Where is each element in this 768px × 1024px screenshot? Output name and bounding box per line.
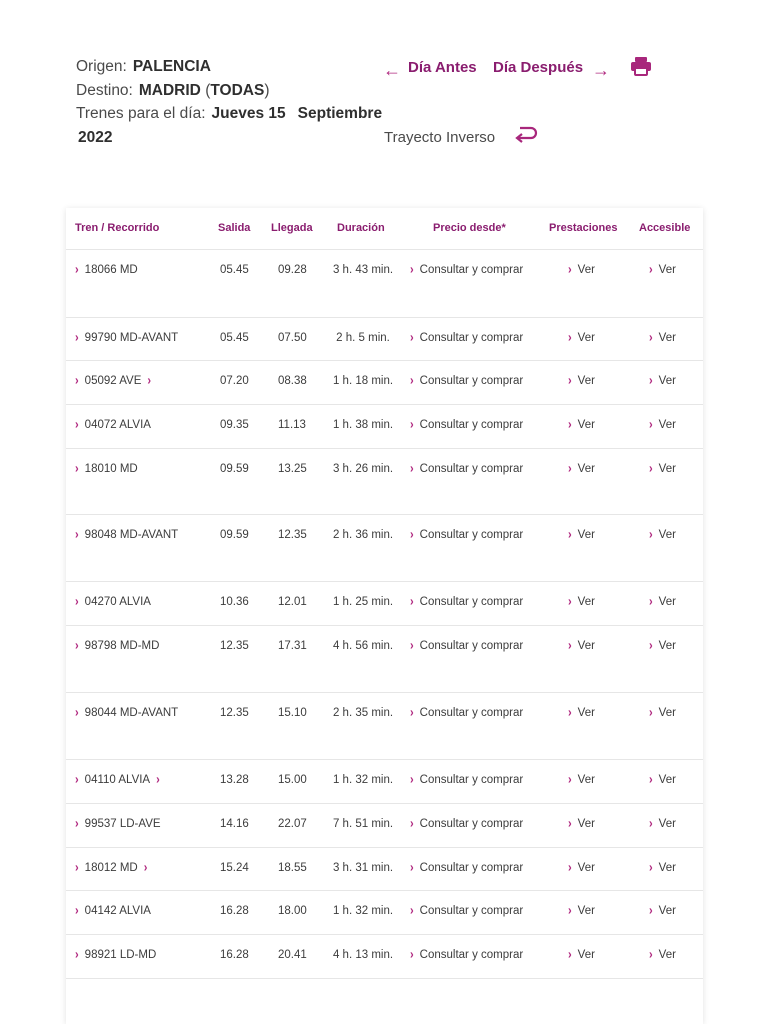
arrival-time: 12.35 <box>278 529 307 541</box>
origin-line <box>76 58 211 76</box>
destination-line <box>76 82 270 100</box>
train-id[interactable]: 18012 MD <box>84 862 138 874</box>
col-accesible: Accesible <box>639 222 691 234</box>
arrow-left-icon[interactable]: ← <box>383 60 401 80</box>
consult-buy-link[interactable]: Consultar y comprar <box>419 419 524 431</box>
destination-value: MADRID <box>138 82 201 99</box>
return-arrow-icon[interactable] <box>514 124 538 144</box>
chevron-right-icon: › <box>410 772 414 788</box>
duration: 3 h. 43 min. <box>332 264 394 276</box>
destination-paren-close: ) <box>264 82 270 99</box>
chevron-right-icon: › <box>75 330 79 346</box>
travel-date-month: Septiembre <box>297 105 383 122</box>
train-id[interactable]: 04110 ALVIA <box>84 774 151 786</box>
train-cell[interactable] <box>75 862 147 874</box>
train-id[interactable]: 98048 MD-AVANT <box>84 529 179 541</box>
chevron-right-icon: › <box>568 527 572 543</box>
departure-time: 16.28 <box>220 905 249 917</box>
services-ver[interactable]: Ver <box>577 707 595 719</box>
accessible-ver[interactable]: Ver <box>658 949 676 961</box>
services-link[interactable] <box>568 774 595 786</box>
train-cell[interactable] <box>75 774 160 786</box>
accessible-ver[interactable]: Ver <box>658 905 676 917</box>
chevron-right-icon: › <box>649 705 653 721</box>
accessible-link[interactable] <box>649 640 676 652</box>
chevron-right-icon: › <box>568 638 572 654</box>
price-link[interactable] <box>410 949 523 961</box>
chevron-right-icon: › <box>75 594 79 610</box>
departure-time: 15.24 <box>220 862 249 874</box>
col-llegada[interactable]: Llegada <box>271 222 313 234</box>
price-link[interactable] <box>410 332 523 344</box>
travel-date-year: 2022 <box>78 129 113 146</box>
chevron-right-icon: › <box>410 262 414 278</box>
expand-chevron-icon[interactable]: › <box>156 772 160 788</box>
services-ver[interactable]: Ver <box>577 529 595 541</box>
chevron-right-icon: › <box>568 262 572 278</box>
duration: 2 h. 5 min. <box>336 332 390 344</box>
accessible-ver[interactable]: Ver <box>658 596 676 608</box>
consult-buy-link[interactable]: Consultar y comprar <box>419 818 524 830</box>
departure-time: 14.16 <box>220 818 249 830</box>
train-id[interactable]: 18010 MD <box>84 463 138 475</box>
reverse-route-link[interactable]: Trayecto Inverso <box>384 129 496 146</box>
travel-date-line <box>76 105 382 123</box>
consult-buy-link[interactable]: Consultar y comprar <box>419 774 524 786</box>
services-link[interactable] <box>568 818 595 830</box>
price-link[interactable] <box>410 905 523 917</box>
train-cell[interactable] <box>75 529 178 541</box>
consult-buy-link[interactable]: Consultar y comprar <box>419 529 524 541</box>
chevron-right-icon: › <box>649 772 653 788</box>
price-link[interactable] <box>410 264 523 276</box>
search-header <box>0 0 768 170</box>
duration: 2 h. 35 min. <box>332 707 394 719</box>
accessible-link[interactable] <box>649 332 676 344</box>
chevron-right-icon: › <box>410 594 414 610</box>
chevron-right-icon: › <box>75 417 79 433</box>
duration: 1 h. 32 min. <box>332 905 394 917</box>
consult-buy-link[interactable]: Consultar y comprar <box>419 596 524 608</box>
table-row <box>66 582 703 626</box>
chevron-right-icon: › <box>568 816 572 832</box>
chevron-right-icon: › <box>649 461 653 477</box>
chevron-right-icon: › <box>410 903 414 919</box>
chevron-right-icon: › <box>568 947 572 963</box>
price-link[interactable] <box>410 463 523 475</box>
chevron-right-icon: › <box>649 262 653 278</box>
price-link[interactable] <box>410 818 523 830</box>
chevron-right-icon: › <box>75 860 79 876</box>
consult-buy-link[interactable]: Consultar y comprar <box>419 949 524 961</box>
consult-buy-link[interactable]: Consultar y comprar <box>419 707 524 719</box>
chevron-right-icon: › <box>568 594 572 610</box>
accessible-link[interactable] <box>649 264 676 276</box>
chevron-right-icon: › <box>649 816 653 832</box>
services-link[interactable] <box>568 264 595 276</box>
services-ver[interactable]: Ver <box>577 264 595 276</box>
accessible-link[interactable] <box>649 596 676 608</box>
chevron-right-icon: › <box>75 638 79 654</box>
arrival-time: 15.10 <box>278 707 307 719</box>
accessible-ver[interactable]: Ver <box>658 862 676 874</box>
arrival-time: 18.00 <box>278 905 307 917</box>
accessible-link[interactable] <box>649 949 676 961</box>
train-results-table <box>66 208 703 1024</box>
chevron-right-icon: › <box>568 330 572 346</box>
accessible-ver[interactable]: Ver <box>658 640 676 652</box>
chevron-right-icon: › <box>410 461 414 477</box>
table-row <box>66 318 703 361</box>
chevron-right-icon: › <box>649 330 653 346</box>
services-link[interactable] <box>568 332 595 344</box>
train-cell[interactable] <box>75 419 151 431</box>
travel-date-year-line <box>78 129 112 147</box>
destination-label: Destino: <box>76 82 133 99</box>
duration: 3 h. 31 min. <box>332 862 394 874</box>
services-ver[interactable]: Ver <box>577 419 595 431</box>
expand-chevron-icon[interactable]: › <box>147 373 152 389</box>
services-link[interactable] <box>568 862 595 874</box>
chevron-right-icon: › <box>649 417 653 433</box>
chevron-right-icon: › <box>75 461 79 477</box>
train-cell[interactable] <box>75 264 138 276</box>
services-ver[interactable]: Ver <box>577 640 595 652</box>
departure-time: 05.45 <box>220 332 249 344</box>
chevron-right-icon: › <box>410 638 414 654</box>
table-row <box>66 848 703 891</box>
duration: 1 h. 25 min. <box>332 596 394 608</box>
table-row <box>66 250 703 318</box>
chevron-right-icon: › <box>75 527 79 543</box>
chevron-right-icon: › <box>649 594 653 610</box>
chevron-right-icon: › <box>568 417 572 433</box>
printer-icon[interactable] <box>630 56 652 76</box>
consult-buy-link[interactable]: Consultar y comprar <box>419 463 524 475</box>
table-row <box>66 804 703 848</box>
train-id[interactable]: 98921 LD-MD <box>84 949 157 961</box>
price-link[interactable] <box>410 596 523 608</box>
train-id[interactable]: 98044 MD-AVANT <box>84 707 179 719</box>
consult-buy-link[interactable]: Consultar y comprar <box>419 640 524 652</box>
chevron-right-icon: › <box>649 373 653 389</box>
departure-time: 07.20 <box>220 375 249 387</box>
services-link[interactable] <box>568 905 595 917</box>
accessible-link[interactable] <box>649 818 676 830</box>
departure-time: 12.35 <box>220 707 249 719</box>
travel-date-day: Jueves 15 <box>211 105 286 122</box>
accessible-link[interactable] <box>649 419 676 431</box>
accessible-link[interactable] <box>649 529 676 541</box>
chevron-right-icon: › <box>649 638 653 654</box>
accessible-link[interactable] <box>649 463 676 475</box>
travel-date-label: Trenes para el día: <box>76 105 206 122</box>
chevron-right-icon: › <box>410 816 414 832</box>
chevron-right-icon: › <box>649 903 653 919</box>
arrival-time: 08.38 <box>278 375 307 387</box>
train-cell[interactable] <box>75 375 151 387</box>
consult-buy-link[interactable]: Consultar y comprar <box>419 862 524 874</box>
price-link[interactable] <box>410 640 523 652</box>
arrival-time: 09.28 <box>278 264 307 276</box>
consult-buy-link[interactable]: Consultar y comprar <box>419 264 524 276</box>
train-id[interactable]: 04270 ALVIA <box>84 596 151 608</box>
table-row <box>66 891 703 935</box>
table-row <box>66 405 703 449</box>
chevron-right-icon: › <box>75 903 79 919</box>
accessible-link[interactable] <box>649 905 676 917</box>
train-cell[interactable] <box>75 818 161 830</box>
chevron-right-icon: › <box>410 527 414 543</box>
chevron-right-icon: › <box>568 705 572 721</box>
chevron-right-icon: › <box>410 417 414 433</box>
departure-time: 09.59 <box>220 463 249 475</box>
duration: 3 h. 26 min. <box>332 463 394 475</box>
chevron-right-icon: › <box>410 705 414 721</box>
services-link[interactable] <box>568 640 595 652</box>
train-id[interactable]: 04142 ALVIA <box>84 905 151 917</box>
chevron-right-icon: › <box>75 262 79 278</box>
services-ver[interactable]: Ver <box>577 463 595 475</box>
price-link[interactable] <box>410 862 523 874</box>
chevron-right-icon: › <box>568 373 572 389</box>
table-row <box>66 693 703 760</box>
accessible-ver[interactable]: Ver <box>658 774 676 786</box>
origin-value: PALENCIA <box>132 58 211 75</box>
chevron-right-icon: › <box>568 903 572 919</box>
chevron-right-icon: › <box>410 860 414 876</box>
chevron-right-icon: › <box>649 527 653 543</box>
services-link[interactable] <box>568 419 595 431</box>
train-cell[interactable] <box>75 596 151 608</box>
duration: 2 h. 36 min. <box>332 529 394 541</box>
next-day-link[interactable]: Día Después <box>493 59 584 76</box>
table-row <box>66 626 703 693</box>
arrival-time: 07.50 <box>278 332 307 344</box>
consult-buy-link[interactable]: Consultar y comprar <box>419 905 524 917</box>
train-id[interactable]: 18066 MD <box>84 264 138 276</box>
services-ver[interactable]: Ver <box>577 862 595 874</box>
train-id[interactable]: 98798 MD-MD <box>84 640 160 652</box>
train-id[interactable]: 99790 MD-AVANT <box>84 332 179 344</box>
services-link[interactable] <box>568 375 595 387</box>
services-ver[interactable]: Ver <box>577 818 595 830</box>
chevron-right-icon: › <box>568 461 572 477</box>
chevron-right-icon: › <box>410 373 414 389</box>
chevron-right-icon: › <box>75 772 79 788</box>
price-link[interactable] <box>410 419 523 431</box>
services-ver[interactable]: Ver <box>577 774 595 786</box>
table-row <box>66 361 703 405</box>
departure-time: 09.59 <box>220 529 249 541</box>
services-ver[interactable]: Ver <box>577 905 595 917</box>
train-cell[interactable] <box>75 463 138 475</box>
train-cell[interactable] <box>75 949 156 961</box>
arrival-time: 20.41 <box>278 949 307 961</box>
accessible-ver[interactable]: Ver <box>658 332 676 344</box>
destination-todas: TODAS <box>210 82 265 99</box>
accessible-link[interactable] <box>649 862 676 874</box>
accessible-ver[interactable]: Ver <box>658 529 676 541</box>
departure-time: 13.28 <box>220 774 249 786</box>
services-ver[interactable]: Ver <box>577 332 595 344</box>
consult-buy-link[interactable]: Consultar y comprar <box>419 375 524 387</box>
services-link[interactable] <box>568 707 595 719</box>
duration: 7 h. 51 min. <box>332 818 394 830</box>
chevron-right-icon: › <box>568 860 572 876</box>
table-row <box>66 760 703 804</box>
services-ver[interactable]: Ver <box>577 375 595 387</box>
table-row <box>66 515 703 582</box>
accessible-ver[interactable]: Ver <box>658 375 676 387</box>
chevron-right-icon: › <box>75 373 79 389</box>
accessible-ver[interactable]: Ver <box>658 264 676 276</box>
col-salida[interactable]: Salida <box>218 222 251 234</box>
table-row <box>66 935 703 979</box>
train-id[interactable]: 05092 AVE <box>84 375 142 387</box>
col-prestaciones: Prestaciones <box>549 222 618 234</box>
chevron-right-icon: › <box>410 947 414 963</box>
price-link[interactable] <box>410 529 523 541</box>
services-ver[interactable]: Ver <box>577 949 595 961</box>
train-id[interactable]: 04072 ALVIA <box>84 419 151 431</box>
train-id[interactable]: 99537 LD-AVE <box>84 818 161 830</box>
chevron-right-icon: › <box>75 705 79 721</box>
chevron-right-icon: › <box>75 947 79 963</box>
duration: 4 h. 56 min. <box>332 640 394 652</box>
train-cell[interactable] <box>75 332 178 344</box>
duration: 1 h. 32 min. <box>332 774 394 786</box>
departure-time: 10.36 <box>220 596 249 608</box>
accessible-link[interactable] <box>649 375 676 387</box>
duration: 1 h. 38 min. <box>332 419 394 431</box>
arrival-time: 15.00 <box>278 774 307 786</box>
expand-chevron-icon[interactable]: › <box>143 860 148 876</box>
col-precio: Precio desde* <box>433 222 506 234</box>
table-row <box>66 449 703 515</box>
departure-time: 09.35 <box>220 419 249 431</box>
arrow-right-icon[interactable]: → <box>592 60 610 80</box>
services-link[interactable] <box>568 529 595 541</box>
departure-time: 16.28 <box>220 949 249 961</box>
consult-buy-link[interactable]: Consultar y comprar <box>419 332 524 344</box>
table-header <box>66 208 703 250</box>
departure-time: 12.35 <box>220 640 249 652</box>
price-link[interactable] <box>410 707 523 719</box>
services-link[interactable] <box>568 949 595 961</box>
destination-paren-open: ( <box>205 82 211 99</box>
train-cell[interactable] <box>75 707 178 719</box>
train-cell[interactable] <box>75 905 151 917</box>
services-link[interactable] <box>568 596 595 608</box>
chevron-right-icon: › <box>75 816 79 832</box>
chevron-right-icon: › <box>568 772 572 788</box>
accessible-link[interactable] <box>649 707 676 719</box>
services-link[interactable] <box>568 463 595 475</box>
accessible-ver[interactable]: Ver <box>658 463 676 475</box>
accessible-link[interactable] <box>649 774 676 786</box>
duration: 4 h. 13 min. <box>332 949 394 961</box>
previous-day-link[interactable]: Día Antes <box>408 59 477 76</box>
chevron-right-icon: › <box>410 330 414 346</box>
train-cell[interactable] <box>75 640 159 652</box>
arrival-time: 13.25 <box>278 463 307 475</box>
arrival-time: 17.31 <box>278 640 307 652</box>
arrival-time: 12.01 <box>278 596 307 608</box>
chevron-right-icon: › <box>649 947 653 963</box>
price-link[interactable] <box>410 774 523 786</box>
arrival-time: 18.55 <box>278 862 307 874</box>
departure-time: 05.45 <box>220 264 249 276</box>
origin-label: Origen: <box>76 58 127 75</box>
arrival-time: 11.13 <box>278 419 306 431</box>
accessible-ver[interactable]: Ver <box>658 818 676 830</box>
accessible-ver[interactable]: Ver <box>658 707 676 719</box>
services-ver[interactable]: Ver <box>577 596 595 608</box>
chevron-right-icon: › <box>649 860 653 876</box>
col-duracion[interactable]: Duración <box>337 222 385 234</box>
arrival-time: 22.07 <box>278 818 307 830</box>
duration: 1 h. 18 min. <box>332 375 394 387</box>
col-tren-recorrido[interactable]: Tren / Recorrido <box>75 222 160 234</box>
accessible-ver[interactable]: Ver <box>658 419 676 431</box>
price-link[interactable] <box>410 375 523 387</box>
